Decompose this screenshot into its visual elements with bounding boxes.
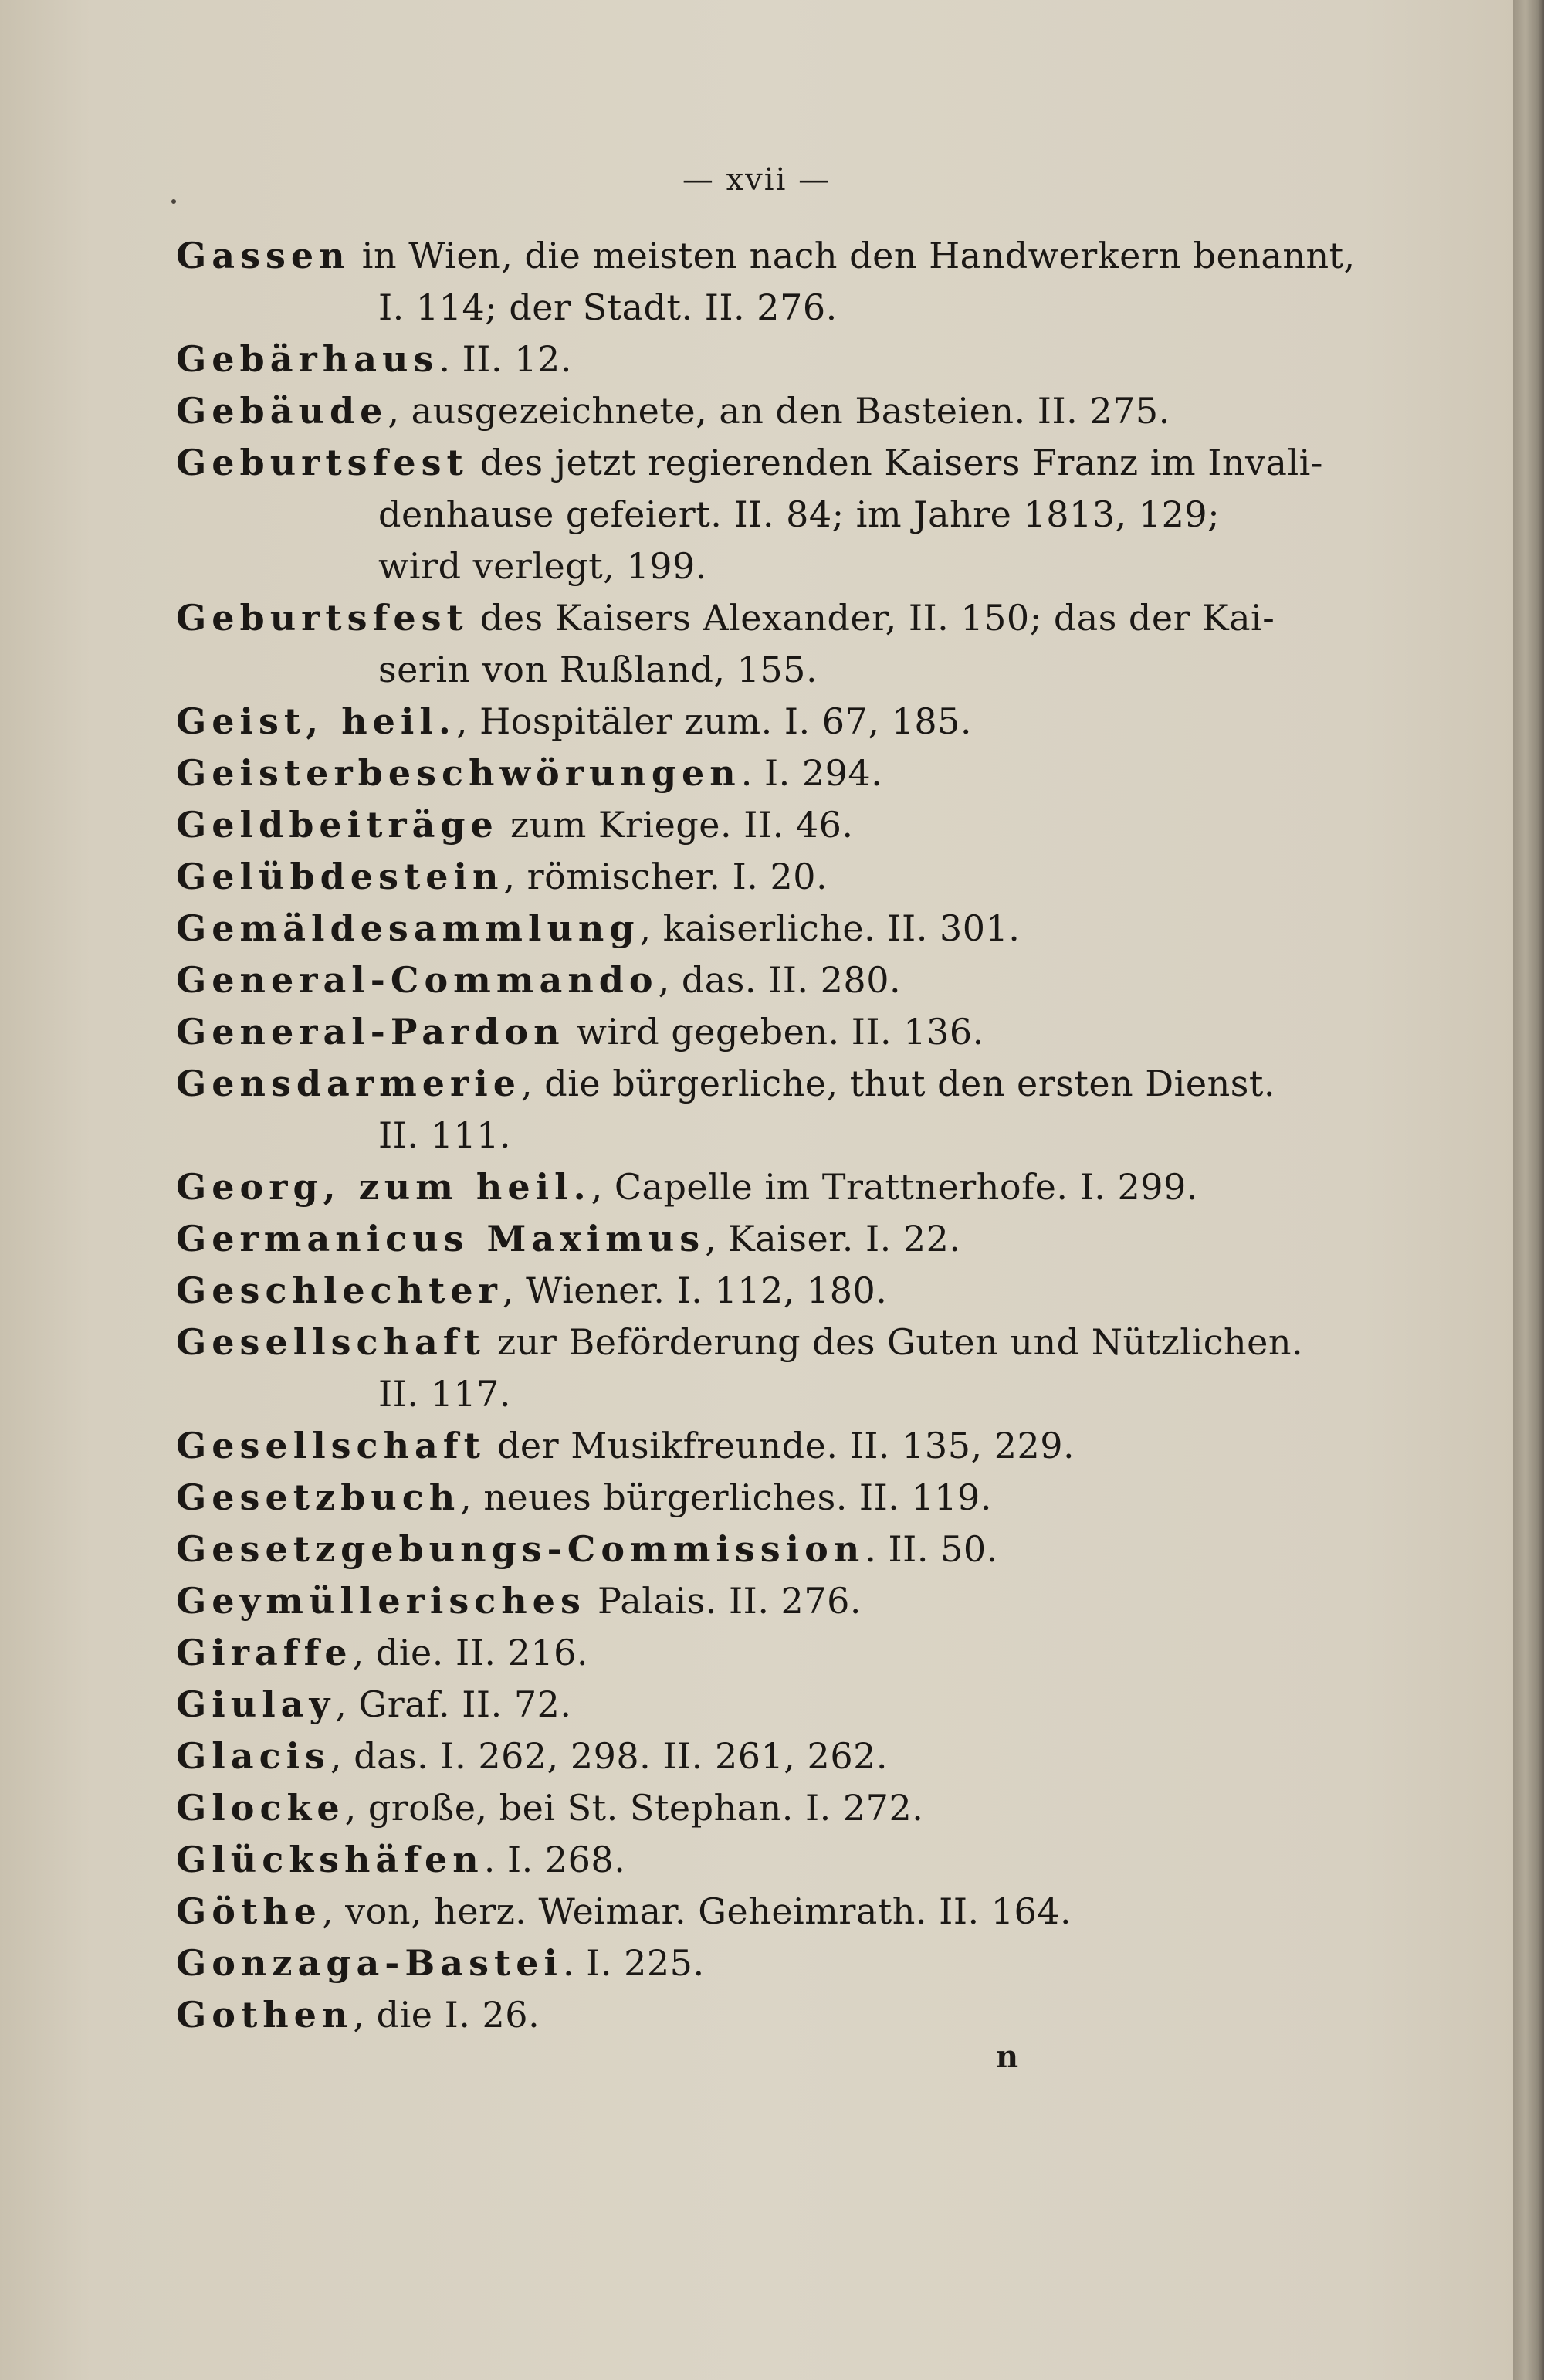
index-entry (176, 1006, 1241, 1058)
entry-headword: Geburtsfest (176, 442, 469, 483)
index-entry (176, 437, 1323, 489)
signature-mark: n (996, 2039, 1019, 2075)
entry-text: , von, herz. Weimar. Geheimrath. II. 164. (321, 1890, 1072, 1932)
entry-text: , das. II. 280. (658, 959, 902, 1001)
entry-headword: Gassen (176, 235, 350, 276)
entry-text: , römischer. I. 20. (503, 856, 828, 897)
entry-headword: Gothen (176, 1994, 354, 2036)
index-entry-continuation (176, 541, 1241, 592)
entry-headword: Giulay (176, 1683, 336, 1725)
entry-headword: Glacis (176, 1735, 330, 1777)
index-entry (176, 1679, 1241, 1731)
entry-text: , die I. 26. (353, 1994, 540, 2036)
entry-headword: Germanicus Maximus (176, 1218, 706, 1260)
entry-text: II. 111. (378, 1114, 512, 1156)
index-entry (176, 1886, 1241, 1938)
entry-text: Palais. II. 276. (585, 1580, 862, 1622)
entry-headword: Gonzaga-Bastei (176, 1942, 563, 1984)
index-entry (176, 954, 1241, 1006)
index-entry (176, 748, 1241, 799)
entry-headword: Gemäldesammlung (176, 907, 640, 949)
entry-text: . II. 50. (865, 1528, 998, 1570)
index-entry (176, 1058, 1275, 1110)
entry-text: , Wiener. I. 112, 180. (502, 1270, 888, 1311)
entry-text: , kaiserliche. II. 301. (639, 907, 1021, 949)
index-entry-continuation (176, 644, 1241, 696)
index-entry (176, 1627, 1241, 1679)
entry-headword: Gebäude (176, 390, 388, 432)
entry-text: , Graf. II. 72. (335, 1683, 572, 1725)
index-entry (176, 1782, 1241, 1834)
entry-text: serin von Rußland, 155. (378, 649, 818, 690)
entry-text: , Capelle im Trattnerhofe. I. 299. (591, 1166, 1198, 1208)
entry-headword: Gebärhaus (176, 338, 439, 380)
index-entry (176, 1420, 1241, 1472)
entry-headword: Giraffe (176, 1632, 353, 1673)
entry-text: , die bürgerliche, thut den ersten Dienst. (521, 1063, 1275, 1104)
entry-text: , neues bürgerliches. II. 119. (460, 1476, 992, 1518)
index-entry (176, 799, 1241, 851)
entry-text: des jetzt regierenden Kaisers Franz im Invali- (468, 442, 1323, 483)
entry-headword: Glückshäfen (176, 1839, 484, 1880)
index-entry (176, 1575, 1241, 1627)
index-entry (176, 696, 1241, 748)
index-entry (176, 1938, 1241, 1989)
index-entry-continuation (176, 282, 1241, 334)
entry-headword: Gensdarmerie (176, 1063, 522, 1104)
entry-headword: General-Pardon (176, 1011, 565, 1053)
entry-text: I. 114; der Stadt. II. 276. (378, 286, 838, 328)
entry-text: zum Kriege. II. 46. (498, 804, 854, 846)
entry-headword: Gesellschaft (176, 1321, 486, 1363)
index-entries (176, 230, 1356, 2041)
entry-headword: Geschlechter (176, 1270, 503, 1311)
entry-headword: General-Commando (176, 959, 659, 1001)
index-entry (176, 1731, 1241, 1782)
entry-text: denhause gefeiert. II. 84; im Jahre 1813, 129; (378, 493, 1221, 535)
entry-headword: Gesetzbuch (176, 1476, 461, 1518)
entry-text: . II. 12. (438, 338, 572, 380)
index-entry (176, 1161, 1241, 1213)
index-entry-continuation (176, 1368, 1241, 1420)
entry-headword: Geist, heil. (176, 700, 456, 742)
entry-text: , das. I. 262, 298. II. 261, 262. (330, 1735, 888, 1777)
index-entry (176, 1317, 1304, 1368)
index-entry (176, 592, 1275, 644)
entry-text: . I. 294. (740, 752, 883, 794)
entry-headword: Gelübdestein (176, 856, 504, 897)
entry-text: , die. II. 216. (352, 1632, 589, 1673)
index-entry (176, 230, 1356, 282)
ink-speck (171, 199, 176, 204)
entry-headword: Geldbeiträge (176, 804, 499, 846)
entry-headword: Gesetzgebungs-Commission (176, 1528, 865, 1570)
index-entry (176, 334, 1241, 385)
entry-headword: Geburtsfest (176, 597, 469, 639)
index-entry (176, 385, 1241, 437)
index-entry (176, 851, 1241, 903)
entry-text: wird verlegt, 199. (378, 545, 707, 587)
entry-text: . I. 268. (483, 1839, 626, 1880)
entry-text: in Wien, die meisten nach den Handwerkern benannt, (350, 235, 1356, 276)
entry-headword: Göthe (176, 1890, 322, 1932)
entry-headword: Gesellschaft (176, 1425, 486, 1466)
index-entry (176, 1524, 1241, 1575)
entry-text: der Musikfreunde. II. 135, 229. (485, 1425, 1075, 1466)
page-edge (1513, 0, 1544, 2380)
entry-text: wird gegeben. II. 136. (564, 1011, 984, 1053)
entry-text: , Hospitäler zum. I. 67, 185. (455, 700, 972, 742)
index-entry-continuation (176, 1110, 1241, 1161)
entry-text: , Kaiser. I. 22. (705, 1218, 961, 1260)
page-header: — xvii — (682, 162, 831, 198)
index-entry (176, 1265, 1241, 1317)
entry-text: II. 117. (378, 1373, 512, 1415)
entry-headword: Georg, zum heil. (176, 1166, 591, 1208)
index-entry (176, 1472, 1241, 1524)
index-entry (176, 1834, 1241, 1886)
entry-text: . I. 225. (562, 1942, 705, 1984)
index-entry (176, 1989, 1241, 2041)
entry-text: zur Beförderung des Guten und Nützlichen. (485, 1321, 1304, 1363)
entry-text: , ausgezeichnete, an den Basteien. II. 275. (388, 390, 1170, 432)
entry-headword: Geymüllerisches (176, 1580, 586, 1622)
entry-text: des Kaisers Alexander, II. 150; das der Kai- (468, 597, 1275, 639)
entry-headword: Glocke (176, 1787, 345, 1829)
index-entry (176, 1213, 1241, 1265)
index-entry (176, 903, 1241, 954)
index-entry-continuation (176, 489, 1241, 541)
entry-text: , große, bei St. Stephan. I. 272. (344, 1787, 924, 1829)
entry-headword: Geisterbeschwörungen (176, 752, 741, 794)
